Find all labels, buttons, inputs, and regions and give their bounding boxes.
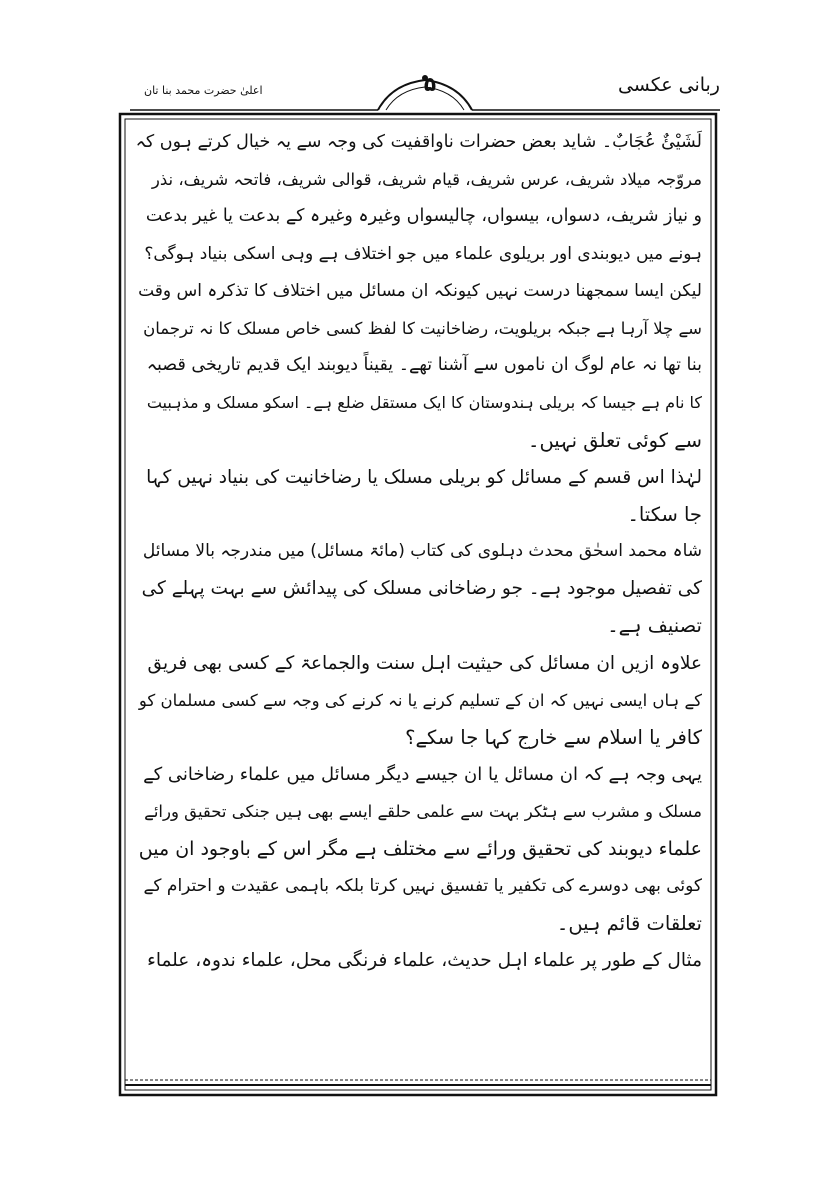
page-body bbox=[136, 124, 702, 979]
text-line-3: و نیاز شریف، دسواں، بیسواں، چالیسواں وغیرہ وغیرہ کے بدعت یا غیر بدعت bbox=[145, 206, 702, 227]
text-line-20: علماء دیوبند کی تحقیق ورائے سے مختلف ہے مگر اس کے باوجود ان میں bbox=[138, 837, 702, 860]
text-line-18: یہی وجہ ہے کہ ان مسائل یا ان جیسے دیگر مسائل میں علماء رضاخانی کے bbox=[143, 764, 702, 786]
text-line-13: کی تفصیل موجود ہے۔ جو رضاخانی مسلک کی پیدائش سے بہت پہلے کی bbox=[141, 578, 702, 600]
text-line-8: کا نام ہے جیسا کہ بریلی ہندوستان کا ایک مستقل ضلع ہے۔ اسکو مسلک و مذہبیت bbox=[146, 393, 702, 413]
text-line-17: کافر یا اسلام سے خارج کہا جا سکے؟ bbox=[405, 726, 702, 749]
text-line-5: لیکن ایسا سمجھنا درست نہیں کیونکہ ان مسائل میں اختلاف کا تذکرہ اس وقت bbox=[138, 280, 702, 301]
page-header bbox=[130, 72, 720, 112]
text-line-10: لہٰذا اس قسم کے مسائل کو بریلی مسلک یا رضاخانیت کی بنیاد نہیں کہا bbox=[146, 466, 702, 488]
text-line-9: سے کوئی تعلق نہیں۔ bbox=[528, 428, 702, 452]
text-line-4: ہونے میں دیوبندی اور بریلوی علماء میں جو اختلاف ہے وہی اسکی بنیاد ہوگی؟ bbox=[144, 243, 702, 264]
text-line-15: علاوہ ازیں ان مسائل کی حیثیت اہل سنت والجماعۃ کے کسی بھی فریق bbox=[147, 652, 702, 674]
text-line-2: مروّجہ میلاد شریف، عرس شریف، قیام شریف، قوالی شریف، فاتحہ شریف، نذر bbox=[151, 170, 702, 190]
text-line-6: سے چلا آرہا ہے جبکہ بریلویت، رضاخانیت کا لفظ کسی خاص مسلک کا نہ ترجمان bbox=[143, 318, 702, 338]
text-line-22: تعلقات قائم ہیں۔ bbox=[556, 911, 702, 935]
text-line-23: مثال کے طور پر علماء اہل حدیث، علماء فرنگی محل، علماء ندوہ، علماء bbox=[147, 950, 702, 972]
text-line-7: بنا تھا نہ عام لوگ ان ناموں سے آشنا تھے۔ یقیناً دیوبند ایک قدیم تاریخی قصبہ bbox=[146, 355, 702, 376]
text-line-12: شاہ محمد اسحٰق محدث دہلوی کی کتاب (مائۃ مسائل) میں مندرجہ بالا مسائل bbox=[142, 541, 702, 562]
text-line-14: تصنیف ہے۔ bbox=[607, 614, 702, 638]
text-line-19: مسلک و مشرب سے ہٹکر بہت سے علمی حلقے ایسے بھی ہیں جنکی تحقیق ورائے bbox=[144, 802, 702, 822]
text-line-21: کوئی بھی دوسرے کی تکفیر یا تفسیق نہیں کرتا بلکہ باہمی عقیدت و احترام کے bbox=[143, 875, 702, 896]
text-line-11: جا سکتا۔ bbox=[627, 502, 702, 526]
header-title-left: اعلیٰ حضرت محمد بنا تان bbox=[144, 84, 263, 97]
text-line-16: کے ہاں ایسی نہیں کہ ان کے تسلیم کرنے یا نہ کرنے کی وجہ سے کسی مسلمان کو bbox=[138, 690, 702, 710]
header-title-right: ربانی عکسی bbox=[617, 74, 720, 96]
page-number: ۵ bbox=[423, 72, 437, 96]
text-line-1: لَشَیْئٌ عُجَابٌ۔ شاید بعض حضرات ناواقفیت کی وجہ سے یہ خیال کرتے ہوں کہ bbox=[136, 132, 702, 152]
